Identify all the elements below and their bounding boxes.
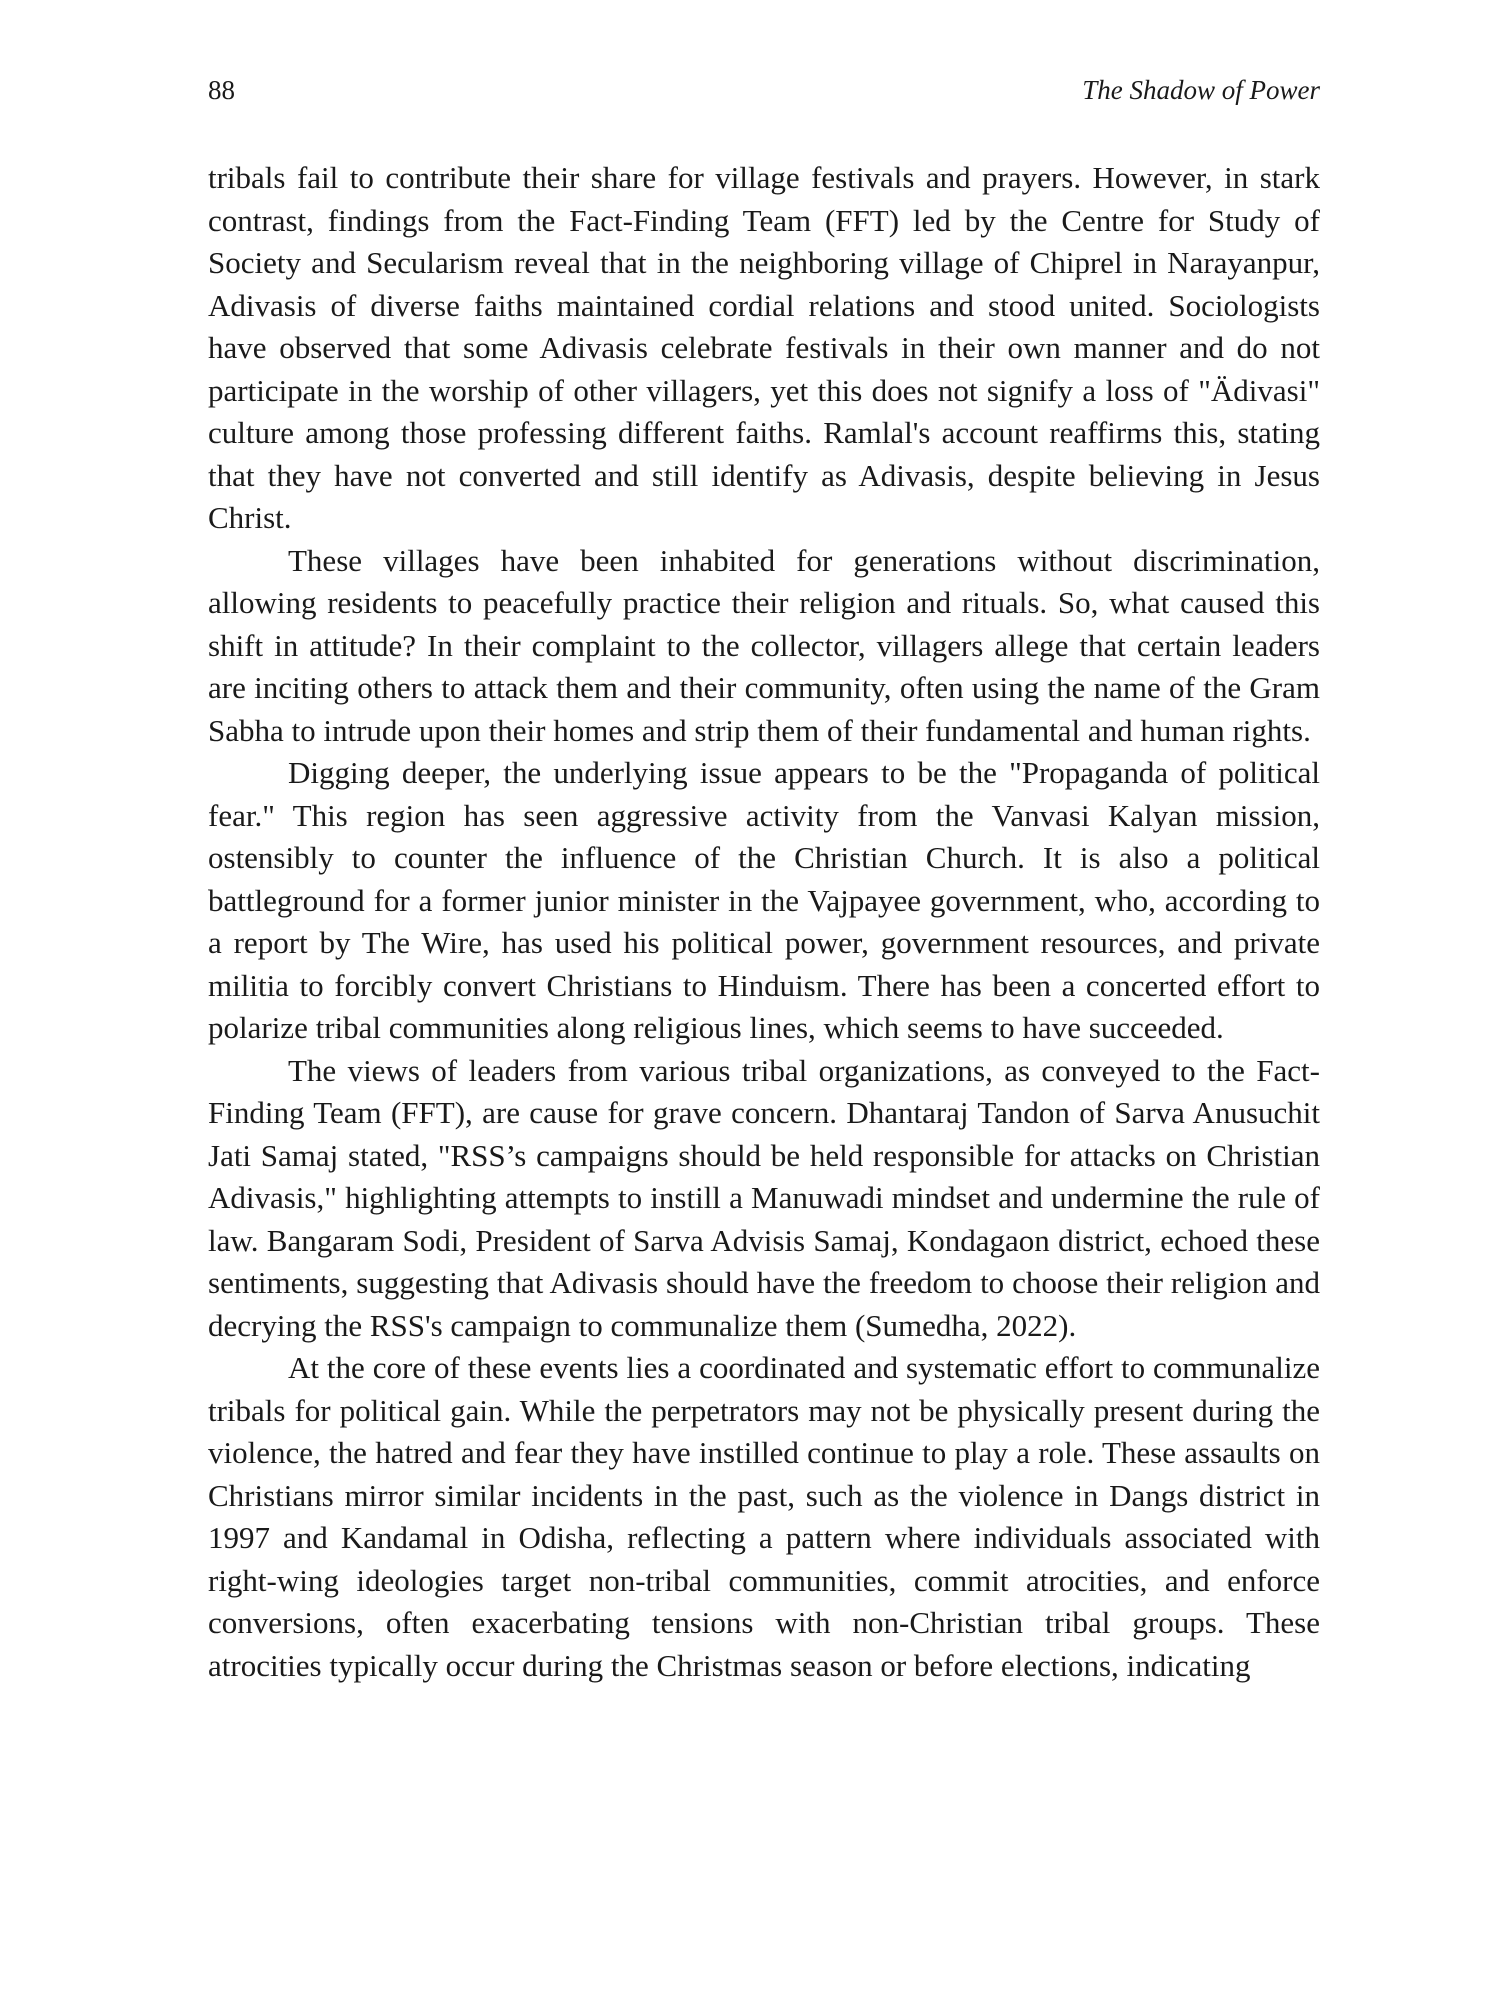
- paragraph-tribal-leaders: The views of leaders from various tribal organizations, as conveyed to the Fact-Finding Team (FFT), are cause for grave concern. Dhantaraj Tandon of Sarva Anusuchit Jati Samaj stated, "RSS’s campaigns should be held responsible for attacks on Christian Adivasis," highlighting attempts to instill a Manuwadi mindset and undermine the rule of law. Bangaram Sodi, President of Sarva Advisis Samaj, Kondagaon district, echoed these sentiments, suggesting that Adivasis should have the freedom to choose their religion and decrying the RSS's campaign to communalize them (Sumedha, 2022).: [208, 1052, 1320, 1343]
- paragraph-core-events: At the core of these events lies a coordinated and systematic effort to communalize tribals for political gain. While the perpetrators may not be physically present during the violence, the hatred and fear they have instilled continue to play a role. These assaults on Christians mirror similar incidents in the past, such as the violence in Dangs district in 1997 and Kandamal in Odisha, reflecting a pattern where individuals associated with right-wing ideologies target non-tribal communities, commit atrocities, and enforce conversions, often exacerbating tensions with non-Christian tribal groups. These atrocities typically occur during the Christmas season or before elections, indicating: [208, 1350, 1320, 1683]
- page-header: [208, 70, 1320, 110]
- paragraph-propaganda: Digging deeper, the underlying issue appears to be the "Propaganda of political fear." This region has seen aggressive activity from the Vanvasi Kalyan mission, ostensibly to counter the influence of the Christian Church. It is also a political battleground for a former junior minister in the Vajpayee government, who, according to a report by The Wire, has used his political power, government resources, and private militia to forcibly convert Christians to Hinduism. There has been a concerted effort to polarize tribal communities along religious lines, which seems to have succeeded.: [208, 755, 1320, 1045]
- paragraph-continued: tribals fail to contribute their share for village festivals and prayers. However, in stark contrast, findings from the Fact-Finding Team (FFT) led by the Centre for Study of Society and Secularism reveal that in the neighboring village of Chiprel in Narayanpur, Adivasis of diverse faiths maintained cordial relations and stood united. Sociologists have observed that some Adivasis celebrate festivals in their own manner and do not participate in the worship of other villagers, yet this does not signify a loss of "Ädivasi" culture among those professing different faiths. Ramlal's account reaffirms this, stating that they have not converted and still identify as Adivasis, despite believing in Jesus Christ.: [208, 160, 1320, 535]
- running-title: The Shadow of Power: [1082, 75, 1320, 105]
- paragraph-villages: These villages have been inhabited for generations without discrimination, allowing residents to peacefully practice their religion and rituals. So, what caused this shift in attitude? In their complaint to the collector, villagers allege that certain leaders are inciting others to attack them and their community, often using the name of the Gram Sabha to intrude upon their homes and strip them of their fundamental and human rights.: [208, 542, 1320, 748]
- page-number: 88: [208, 75, 235, 105]
- body-text: [208, 157, 1320, 1687]
